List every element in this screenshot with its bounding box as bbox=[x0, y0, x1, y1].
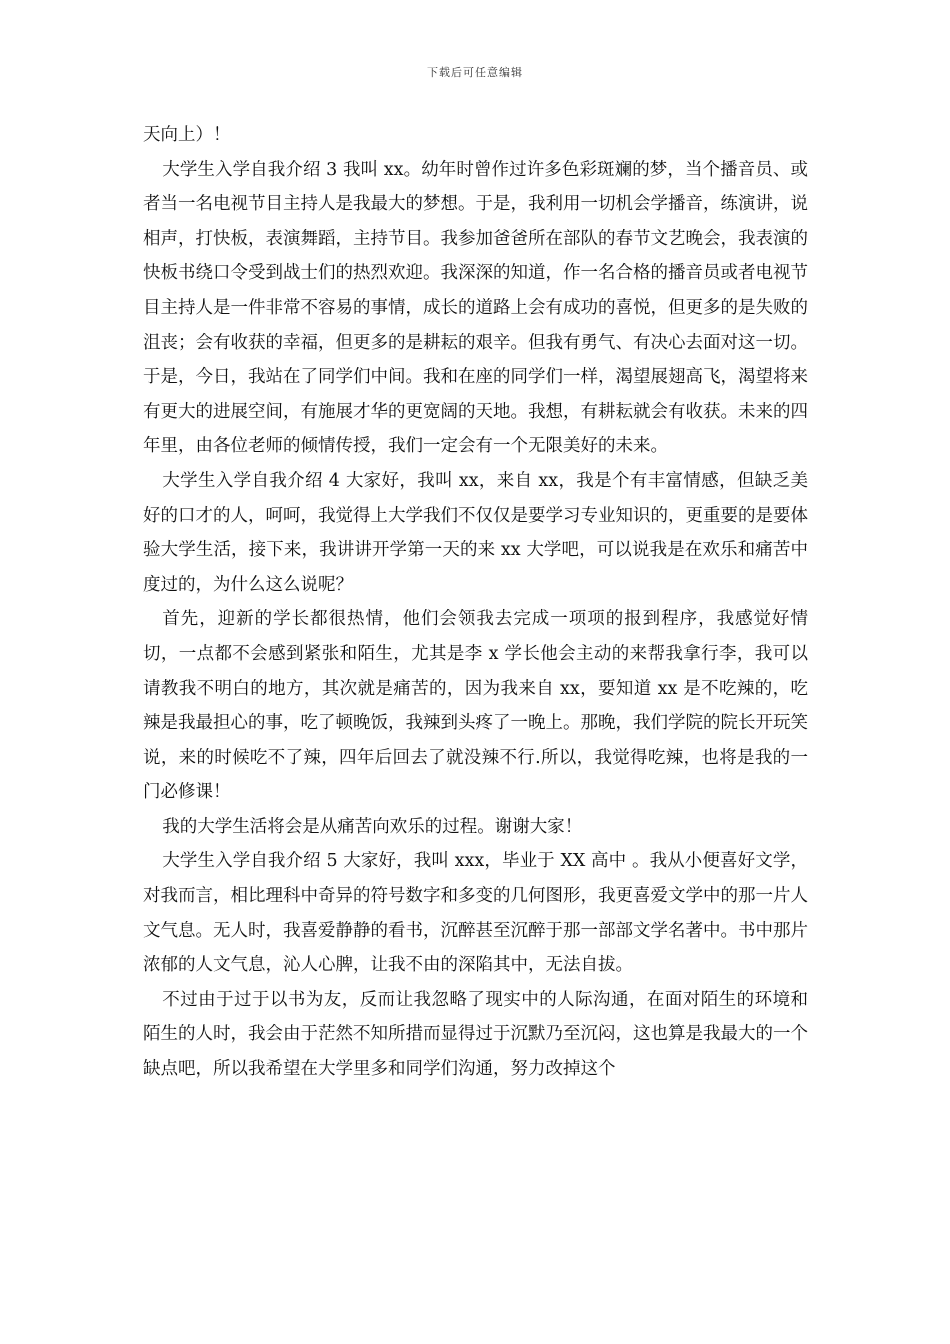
paragraph-first-day: 首先，迎新的学长都很热情，他们会领我去完成一项项的报到程序，我感觉好情切，一点都不会感到紧张和陌生，尤其是李 x 学长他会主动的来帮我拿行李，我可以请教我不明白的地方，其次就是痛苦的，因为我来自 xx，要知道 xx 是不吃辣的，吃辣是我最担心的事，吃了顿晚饭，我辣到头疼了一晚上。那晚，我们学院的院长开玩笑说，来的时候吃不了辣，四年后回去了就没辣不行.所以，我觉得吃辣，也将是我的一门必修课！ bbox=[143, 609, 808, 803]
paragraph-shortcoming: 不过由于过于以书为友，反而让我忽略了现实中的人际沟通，在面对陌生的环境和陌生的人时，我会由于茫然不知所措而显得过于沉默乃至沉闷，这也算是我最大的一个缺点吧，所以我希望在大学里多和同学们沟通，努力改掉这个 bbox=[143, 989, 808, 1080]
paragraph-closing: 我的大学生活将会是从痛苦向欢乐的过程。谢谢大家！ bbox=[162, 816, 583, 837]
page-header: 下载后可任意编辑 bbox=[427, 66, 523, 79]
paragraph-continuation: 天向上）！ bbox=[143, 125, 231, 145]
paragraph-intro-4: 大学生入学自我介绍 4 大家好，我叫 xx，来自 xx，我是个有丰富情感，但缺乏美好的口才的人，呵呵，我觉得上大学我们不仅仅是要学习专业知识的，更重要的是要体验大学生活，接下来，我讲讲开学第一天的来 xx 大学吧，可以说我是在欢乐和痛苦中度过的，为什么这么说呢？ bbox=[143, 470, 808, 595]
paragraph-intro-5: 大学生入学自我介绍 5 大家好，我叫 xxx，毕业于 XX 高中 。我从小便喜好文学，对我而言，相比理科中奇异的符号数字和多变的几何图形，我更喜爱文学中的那一片人文气息。无人时，我喜爱静静的看书，沉醉甚至沉醉于那一部部文学名著中。书中那片浓郁的人文气息，沁人心脾，让我不由的深陷其中，无法自拔。 bbox=[143, 851, 808, 976]
paragraph-intro-3: 大学生入学自我介绍 3 我叫 xx。幼年时曾作过许多色彩斑斓的梦，当个播音员、或者当一名电视节目主持人是我最大的梦想。于是，我利用一切机会学播音，练演讲，说相声，打快板，表演舞蹈，主持节目。我参加爸爸所在部队的春节文艺晚会，我表演的快板书绕口令受到战士们的热烈欢迎。我深深的知道，作一名合格的播音员或者电视节目主持人是一件非常不容易的事情，成长的道路上会有成功的喜悦，但更多的是失败的沮丧；会有收获的幸福，但更多的是耕耘的艰辛。但我有勇气、有决心去面对这一切。于是，今日，我站在了同学们中间。我和在座的同学们一样，渴望展翅高飞，渴望将来有更大的进展空间，有施展才华的更宽阔的天地。我想，有耕耘就会有收获。未来的四年里，由各位老师的倾情传授，我们一定会有一个无限美好的未来。 bbox=[143, 159, 808, 457]
document-body bbox=[143, 118, 808, 1087]
